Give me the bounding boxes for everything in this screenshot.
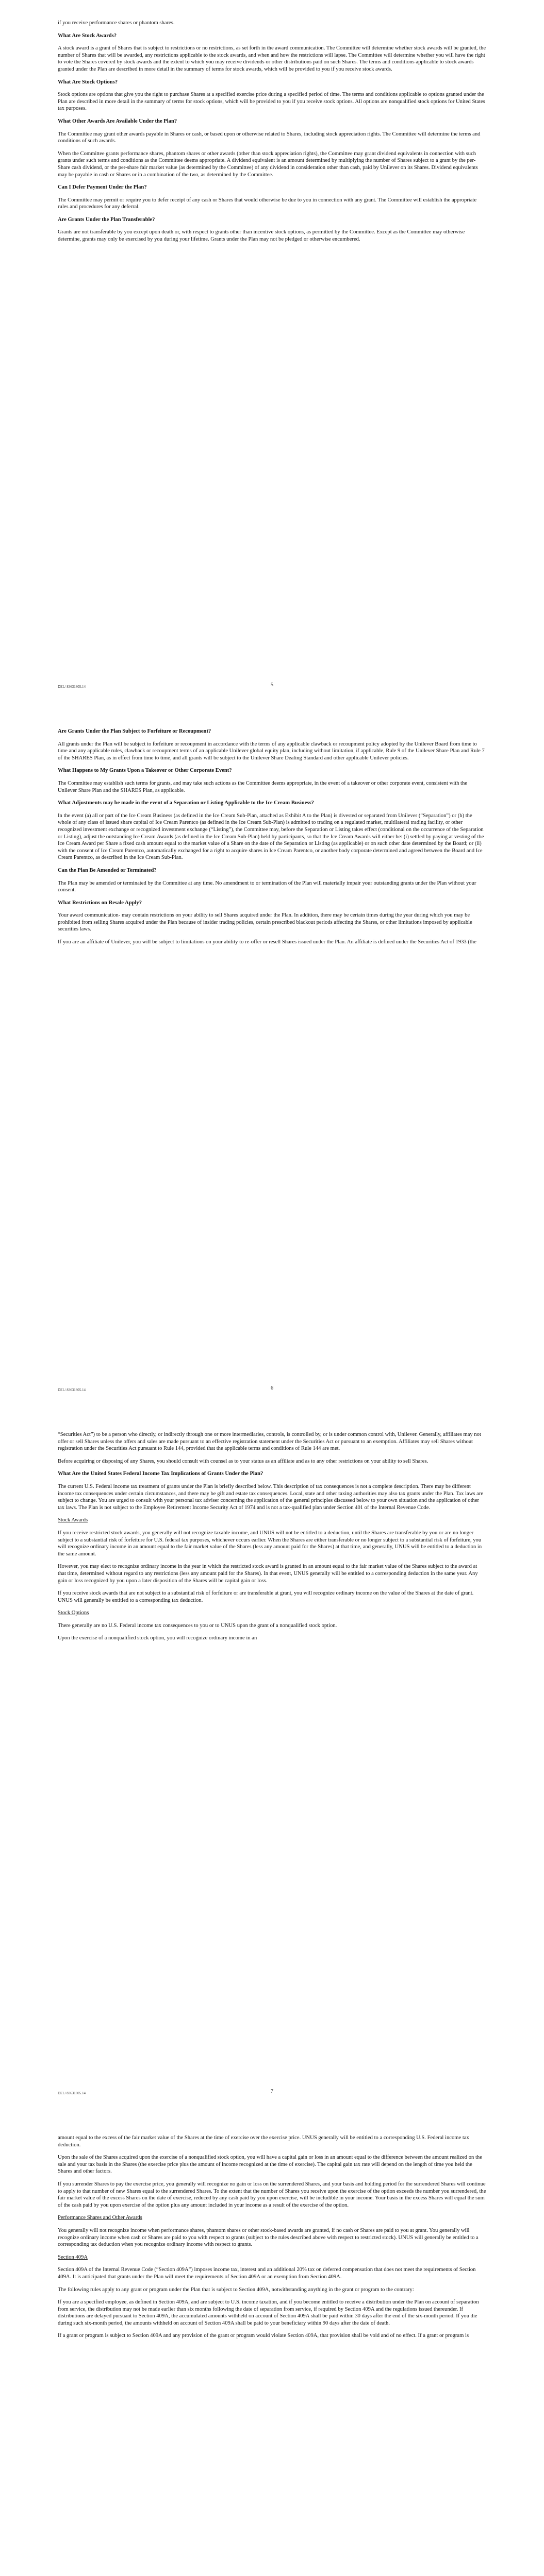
subsection-heading: Performance Shares and Other Awards xyxy=(58,2215,142,2221)
section-heading: What Are Stock Options? xyxy=(58,79,118,85)
section-heading: What Are the United States Federal Income Tax Implications of Grants Under the Plan? xyxy=(58,1471,263,1477)
page-footer xyxy=(58,682,486,689)
page-footer xyxy=(58,2088,486,2095)
section-heading: Are Grants Under the Plan Subject to Forfeiture or Recoupment? xyxy=(58,728,211,734)
page-footer xyxy=(58,1385,486,1392)
body-paragraph: If you are a specified employee, as defined in Section 409A, and are subject to U.S. income taxation, and if you become entitled to receive a distribution under the Plan on account of separation from service, the distribution may not be made earlier than six months following the date of separation from service, if required by Section 409A and the regulations issued thereunder. If distributions are delayed pursuant to Section 409A, the accumulated amounts withheld on account of Section 409A shall be paid within 30 days after the end of the six-month period. If you die during such six-month period, the amounts withheld on account of Section 409A shall be paid to your beneficiary within 90 days after the date of death. xyxy=(58,2299,479,2326)
body-paragraph: You generally will not recognize income when performance shares, phantom shares or other stock-based awards are granted, if no cash or Shares are paid to you at grant. You generally will recognize ordinary income when cash or Shares are paid to you with respect to grants (subject to the rules described above with respect to restricted stock). UNUS will generally be entitled to a corresponding tax deduction when you recognize ordinary income with respect to grants. xyxy=(58,2227,479,2248)
body-paragraph: The following rules apply to any grant or program under the Plan that is subject to Section 409A, notwithstanding anything in the grant or program to the contrary: xyxy=(58,2286,414,2293)
section-heading: What Are Stock Awards? xyxy=(58,32,117,39)
body-paragraph: If you surrender Shares to pay the exercise price, you generally will recognize no gain or loss on the surrendered Shares, and your basis and holding period for the surrendered Shares will continue to apply to that number of new Shares equal to the surrendered Shares. To the extent that the number of Shares you receive upon the exercise of the option exceeds the number you surrendered, the fair market value of the excess Shares on the date of exercise, reduced by any cash paid by you upon exercise, will be includible in your income. Your basis in the excess Shares will equal the sum of the cash paid by you upon exercise of the option plus any amount included in your income as a result of the exercise of the option. xyxy=(58,2181,486,2208)
body-paragraph: When the Committee grants performance shares, phantom shares or other awards (other than stock appreciation rights), the Committee may grant dividend equivalents in connection with such grants under such terms and conditions as the Committee deems appropriate. A dividend equivalent is an amount determined by multiplying the number of Shares subject to a grant by the per-Share cash dividend, or the per-share fair market value (as determined by the Committee) of any dividend in consideration other than cash, paid by Unilever on its Shares. Dividend equivalents may be payable in cash or Shares or in a combination of the two, as determined by the Committee. xyxy=(58,150,478,178)
section-heading: What Other Awards Are Available Under the Plan? xyxy=(58,118,177,124)
body-paragraph: Upon the exercise of a nonqualified stock option, you will recognize ordinary income in an xyxy=(58,1635,257,1641)
section-heading: What Adjustments may be made in the event of a Separation or Listing Applicable to the Ice Cream Business? xyxy=(58,800,314,806)
subsection-heading: Stock Awards xyxy=(58,1517,88,1523)
page-content xyxy=(58,728,486,946)
body-paragraph: amount equal to the excess of the fair market value of the Shares at the time of exercise over the exercise price. UNUS generally will be entitled to a corresponding U.S. Federal income tax deduction. xyxy=(58,2135,469,2148)
document-id: DEL/ 83631805.14 xyxy=(58,685,86,689)
body-paragraph: The current U.S. Federal income tax treatment of grants under the Plan is briefly described below. This description of tax consequences is not a complete description. There may be different income tax consequences under certain circumstances, and there may be gift and estate tax consequences. Local, state and other taxing authorities may also tax grants under the Plan. Tax laws are subject to change. You are urged to consult with your personal tax adviser concerning the application of the general principles discussed below to your own situation and the application of other tax laws. The Plan is not subject to the Employee Retirement Income Security Act of 1974 and is not a tax-qualified plan under Section 401 of the Internal Revenue Code. xyxy=(58,1483,484,1511)
page-6 xyxy=(0,703,544,1406)
body-paragraph: if you receive performance shares or phantom shares. xyxy=(58,20,175,26)
section-heading: Can the Plan Be Amended or Terminated? xyxy=(58,867,157,873)
body-paragraph: In the event (a) all or part of the Ice Cream Business (as defined in the Ice Cream Sub-Plan, attached as Exhibit A to the Plan) is divested or separated from Unilever (“Separation”) or (b) the whole of any class of issued share capital of Ice Cream Parentco (as defined in the Ice Cream Sub-Plan) is admitted to trading on a regulated market, multilateral trading facility, or other recognized investment exchange or recognized investment exchange (“Listing”), the Committee may, before the Separation or Listing takes effect (conditional on the occurrence of the Separation or Listing), adjust the outstanding Ice Cream Awards (as defined in the Ice Cream Sub-Plan) held by participants, so that the Ice Cream Awards will either be: (i) settled by paying at vesting of the Ice Cream Award per Share a fixed cash amount equal to the market value of a Share on the date of the Separation or Listing (as applicable) or on such other date determined by the Board; or (ii) with the consent of Ice Cream Parentco, automatically exchanged for a right to acquire shares in Ice Cream Parentco, or another body corporate determined and agreed between the Board and Ice Cream Parentco, as described in the Ice Cream Sub-Plan. xyxy=(58,812,484,861)
subsection-heading: Section 409A xyxy=(58,2254,88,2260)
body-paragraph: There generally are no U.S. Federal income tax consequences to you or to UNUS upon the grant of a nonqualified stock option. xyxy=(58,1622,337,1629)
body-paragraph: If you receive restricted stock awards, you generally will not recognize taxable income, and UNUS will not be entitled to a deduction, until the Shares are transferable by you or are no longer subject to a substantial risk of forfeiture for U.S. federal tax purposes, whichever occurs earlier. When the Shares are either transferable or no longer subject to a substantial risk of forfeiture, you will recognize ordinary income in an amount equal to the fair market value of the Shares (less any amount paid for the Shares) at that time, and generally, UNUS will be entitled to a deduction in the same amount. xyxy=(58,1530,482,1557)
body-paragraph: A stock award is a grant of Shares that is subject to restrictions or no restrictions, as set forth in the award communication. The Committee will determine whether stock awards will be granted, the number of Shares that will be awarded, any restrictions applicable to the stock awards, and when and how the restrictions will lapse. The Committee will determine whether you will have the right to vote the Shares covered by stock awards and the extent to which you may receive dividends or other distributions paid on such Shares. The terms and conditions applicable to stock awards granted under the Plan are described in more detail in the summary of terms for stock awards, which will be provided to you if you receive stock awards. xyxy=(58,45,486,72)
body-paragraph: Section 409A of the Internal Revenue Code (“Section 409A”) imposes income tax, interest and an additional 20% tax on deferred compensation that does not meet the requirements of Section 409A. It is anticipated that grants under the Plan will meet the requirements of Section 409A or an exemption from Section 409A. xyxy=(58,2267,476,2280)
body-paragraph: If a grant or program is subject to Section 409A and any provision of the grant or program would violate Section 409A, that provision shall be void and of no effect. If a grant or program is xyxy=(58,2333,469,2339)
document-id: DEL/ 83631805.14 xyxy=(58,1388,86,1392)
section-heading: Can I Defer Payment Under the Plan? xyxy=(58,184,147,191)
body-paragraph: Stock options are options that give you the right to purchase Shares at a specified exercise price during a specified period of time. The terms and conditions applicable to options granted under the Plan are described in more detail in the summary of terms for stock options, which will be provided to you if you receive stock options. All options are nonqualified stock options for United States tax purposes. xyxy=(58,92,485,112)
body-paragraph: “Securities Act”) to be a person who directly, or indirectly through one or more intermediaries, controls, is controlled by, or is under common control with, Unilever. Generally, affiliates may not offer or sell Shares unless the offers and sales are made pursuant to an effective registration statement under the Securities Act or pursuant to an exemption. Affiliates may sell Shares without registration under the Securities Act pursuant to Rule 144, provided that the applicable terms and conditions of Rule 144 are met. xyxy=(58,1432,481,1452)
subsection-heading: Stock Options xyxy=(58,1610,89,1616)
page-content xyxy=(58,2134,486,2340)
page-number: 6 xyxy=(271,1385,273,1391)
page-8 xyxy=(0,2110,544,2576)
section-heading: Are Grants Under the Plan Transferable? xyxy=(58,216,155,223)
body-paragraph: The Plan may be amended or terminated by the Committee at any time. No amendment to or termination of the Plan will materially impair your outstanding grants under the Plan without your consent. xyxy=(58,880,476,893)
body-paragraph: However, you may elect to recognize ordinary income in the year in which the restricted stock award is granted in an amount equal to the fair market value of the Shares subject to the award at that time, determined without regard to any restrictions (less any amount paid for the Shares). In that event, UNUS generally will be entitled to a corresponding deduction in the same year. Any gain or loss recognized by you upon a later disposition of the Shares will be capital gain or loss. xyxy=(58,1564,478,1584)
body-paragraph: Before acquiring or disposing of any Shares, you should consult with counsel as to your status as an affiliate and as to any other restrictions on your ability to sell Shares. xyxy=(58,1458,428,1464)
body-paragraph: All grants under the Plan will be subject to forfeiture or recoupment in accordance with the terms of any applicable clawback or recoupment policy adopted by the Unilever Board from time to time and any applicable rules, clawback or recoupment terms of an applicable Unilever global equity plan, including without limitation, if applicable, Rule 9 of the Unilever Share Plan and Rule 7 of the SHARES Plan, as in effect from time to time, and all grants will be subject to the Unilever Share Dealing Standard and other applicable Unilever policies. xyxy=(58,741,485,761)
body-paragraph: If you are an affiliate of Unilever, you will be subject to limitations on your ability to re-offer or resell Shares issued under the Plan. An affiliate is defined under the Securities Act of 1933 (the xyxy=(58,939,476,945)
page-content xyxy=(58,20,486,243)
page-5 xyxy=(0,0,544,703)
body-paragraph: If you receive stock awards that are not subject to a substantial risk of forfeiture or are transferable at grant, you will recognize ordinary income on the value of the Shares at the date of grant. UNUS will generally be entitled to a corresponding tax deduction. xyxy=(58,1590,474,1603)
body-paragraph: Grants are not transferable by you except upon death or, with respect to grants other than incentive stock options, as permitted by the Committee. Except as the Committee may otherwise determine, grants may only be exercised by you during your lifetime. Grants under the Plan may not be pledged or otherwise encumbered. xyxy=(58,229,465,243)
body-paragraph: Your award communication- may contain restrictions on your ability to sell Shares acquired under the Plan. In addition, there may be certain times during the year during which you may be prohibited from selling Shares acquired under the Plan because of insider trading policies, certain prescribed blackout periods affecting the Shares, or other limitations imposed by applicable securities laws. xyxy=(58,912,472,933)
body-paragraph: Upon the sale of the Shares acquired upon the exercise of a nonqualified stock option, you will have a capital gain or loss in an amount equal to the difference between the amount realized on the sale and your tax basis in the Shares (the exercise price plus the amount of income recognized at the time of exercise). The capital gain tax rate will depend on the length of time you held the Shares and other factors. xyxy=(58,2155,482,2175)
section-heading: What Restrictions on Resale Apply? xyxy=(58,900,142,906)
section-heading: What Happens to My Grants Upon a Takeover or Other Corporate Event? xyxy=(58,768,232,774)
page-number: 7 xyxy=(271,2089,273,2094)
document-id: DEL/ 83631805.14 xyxy=(58,2091,86,2095)
page-content xyxy=(58,1431,486,1642)
body-paragraph: The Committee may grant other awards payable in Shares or cash, or based upon or otherwise related to Shares, including stock appreciation rights. The Committee will determine the terms and conditions of such awards. xyxy=(58,131,481,144)
page-number: 5 xyxy=(271,682,273,688)
body-paragraph: The Committee may permit or require you to defer receipt of any cash or Shares that would otherwise be due to you in connection with any grant. The Committee will establish the appropriate rules and procedures for any deferral. xyxy=(58,197,477,210)
body-paragraph: The Committee may establish such terms for grants, and may take such actions as the Committee deems appropriate, in the event of a takeover or other corporate event, consistent with the Unilever Share Plan and the SHARES Plan, as applicable. xyxy=(58,780,467,793)
page-7 xyxy=(0,1406,544,2110)
